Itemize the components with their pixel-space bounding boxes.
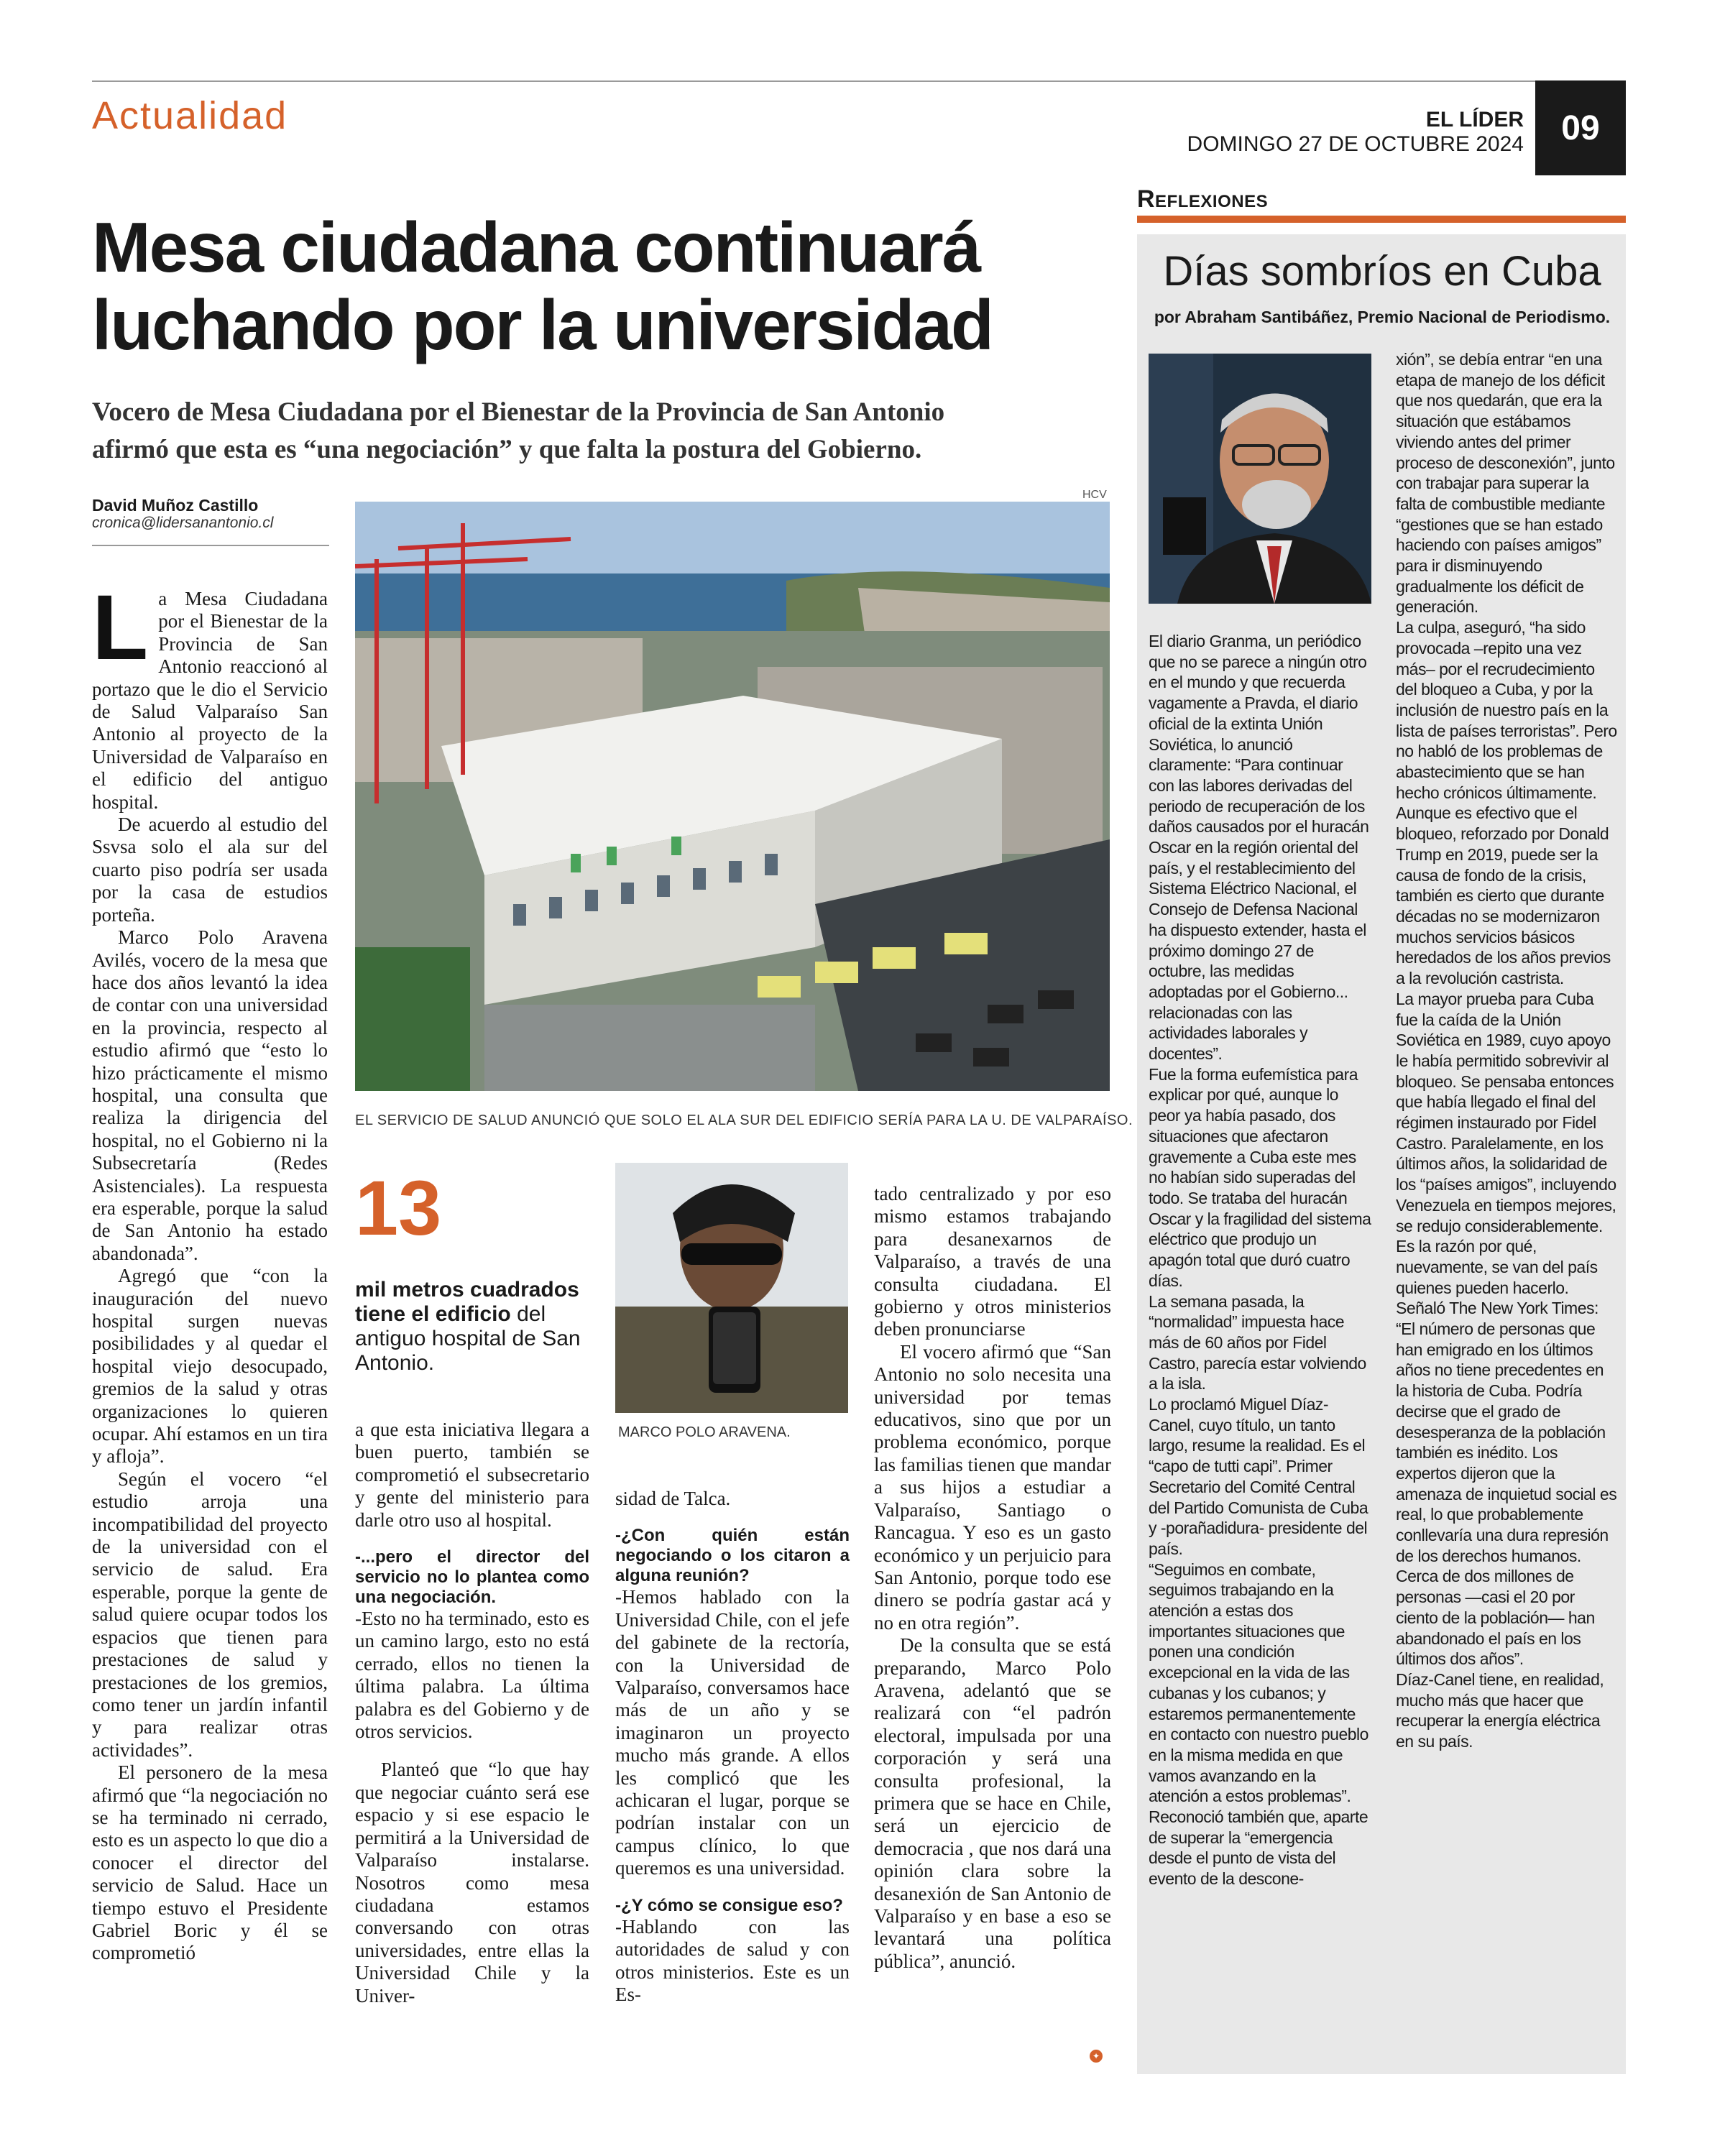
- opinion-paragraph: “El número de personas que han emigrado en los últimos años no tiene precedentes en la historia de Cuba. Podría decirse que el grado de desesperanza de la población también es inédito. Los expertos dijeron que la amenaza de inquietud social es real, lo que probablemente conllevaría una dura represión de los derechos humanos. Cerca de dos millones de personas —casi el 20 por ciento de la población— han abandonado el país en los últimos dos años”.: [1396, 1319, 1617, 1669]
- byline-rule: [92, 545, 329, 546]
- accent-bar: [1137, 216, 1626, 223]
- headline: [92, 208, 1127, 364]
- end-of-article-icon: ✦: [1090, 2050, 1103, 2063]
- stat-number: 13: [355, 1164, 442, 1251]
- stat-bold: mil metros cuadrados tiene el edificio: [355, 1278, 579, 1326]
- paragraph: Según el vocero “el estudio arroja una incompatibilidad del proyecto de la universidad con el servicio de salud. Era esperable, porque la gente de salud quiere ocupar todos los espacios que tienen para prestaciones de salud y prestaciones de los gremios, como tener un jardín infantil y para realizar otras actividades”.: [92, 1468, 328, 1761]
- body-column-1: [92, 576, 328, 1965]
- paragraph: De la consulta que se está preparando, Marco Polo Aravena, adelantó que se realizará con “el padrón electoral, impulsada por una corporación y será una consulta profesional, la primera que se hace en Chile, será un ejercicio de democracia , que nos dará una opinión clara sobre la desanexión de San Antonio de Valparaíso y en base a eso se levantará una política pública”, anunció.: [874, 1634, 1111, 1972]
- opinion-paragraph: La semana pasada, la “normalidad” impuesta hace más de 60 años por Fidel Castro, parecía estar volviendo a la isla.: [1149, 1291, 1366, 1393]
- subhead-line-2: afirmó que esta es “una negociación” y que falta la postura del Gobierno.: [92, 435, 922, 464]
- paragraph: -Hablando con las autoridades de salud y con otros ministerios. Este es un Es-: [615, 1915, 850, 2005]
- paragraph: a Mesa Ciudadana por el Bienestar de la Provincia de San Antonio reaccionó al portazo que le dio el Servicio de Salud Valparaíso San Antonio al proyecto de la Universidad de Valparaíso en el edificio del antiguo hospital.: [92, 588, 328, 813]
- marco-polo-aravena-photo: [615, 1163, 848, 1413]
- stat-rest: del antiguo hospital de San Antonio.: [355, 1302, 581, 1375]
- headline-line-2: luchando por la universidad: [92, 285, 993, 364]
- opinion-paragraph: Aunque es efectivo que el bloqueo, reforzado por Donald Trump en 2019, puede ser la causa de fondo de la crisis, también es cierto que durante décadas no se modernizaron muchos servicios básicos heredados de los años previos a la revolución castrista.: [1396, 803, 1611, 988]
- byline-author: David Muñoz Castillo: [92, 496, 259, 515]
- question: -...pero el director del servicio no lo plantea como una negociación.: [355, 1547, 589, 1608]
- opinion-title: Días sombríos en Cuba: [1163, 248, 1601, 295]
- question: -¿Y cómo se consigue eso?: [615, 1895, 843, 1915]
- subhead-line-1: Vocero de Mesa Ciudadana por el Bienestar de la Provincia de San Antonio: [92, 397, 945, 427]
- stat-text: [355, 1278, 585, 1376]
- paragraph: tado centralizado y por eso mismo estamos trabajando para desanexarnos de Valparaíso, a través de una consulta ciudadana. El gobierno y otros ministerios deben pronunciarse: [874, 1183, 1111, 1340]
- body-column-3: [615, 1488, 850, 2006]
- hospital-aerial-photo: [355, 502, 1110, 1091]
- drop-cap: L: [92, 576, 149, 679]
- opinion-section-label: Reflexiones: [1137, 185, 1269, 213]
- headline-line-1: Mesa ciudadana continuará: [92, 208, 980, 287]
- opinion-paragraph: Es la razón por qué, nuevamente, se van del país quienes pueden hacerlo. Señaló The New York Times:: [1396, 1237, 1598, 1318]
- subheadline: [92, 394, 1127, 469]
- portrait-illustration: [1149, 354, 1371, 604]
- opinion-paragraph: La mayor prueba para Cuba fue la caída de la Unión Soviética en 1989, cuyo apoyo le había permitido sobrevivir al bloqueo. Se pensaba entonces que había llegado el final del régimen instaurado por Fidel Castro. Paralelamente, en los últimos años, la solidaridad de los “países amigos”, incluyendo Venezuela en tiempos mejores, se redujo considerablemente.: [1396, 989, 1616, 1235]
- paragraph: -Hemos hablado con la Universidad Chile, con el jefe del gabinete de la rectoría, con la Universidad de Valparaíso, conversamos hace más de un año y se imaginaron un proyecto mucho más grande. A ellos les complicó que les achicaran el lugar, porque se podrían instalar con un campus clínico, lo que queremos es una universidad.: [615, 1586, 850, 1879]
- opinion-column-1: [1149, 631, 1371, 1889]
- opinion-column-2: [1396, 349, 1619, 1752]
- opinion-paragraph: Reconoció también que, aparte de superar la “emergencia desde el punto de vista del evento de la descone-: [1149, 1807, 1368, 1889]
- body-column-4: [874, 1183, 1111, 1973]
- hospital-photo-illustration: [355, 502, 1110, 1091]
- portrait-caption: MARCO POLO ARAVENA.: [618, 1424, 791, 1440]
- paragraph: El vocero afirmó que “San Antonio no solo necesita una universidad por temas educativos, sino que por un problema económico, porque las familias tienen que mandar a sus hijos a estudiar a Valparaíso, Santiago o Rancagua. Y eso es un gasto económico y un perjuicio para San Antonio, porque todo ese dinero se podría gastar acá y no en otra región”.: [874, 1340, 1111, 1634]
- paragraph: Planteó que “lo que hay que negociar cuánto será ese espacio y si ese espacio le permitirá a la Universidad de Valparaíso instalarse. Nosotros como mesa ciudadana estamos conversando con otras universidades, entre ellas la Universidad Chile y la Univer-: [355, 1759, 589, 2007]
- opinion-paragraph: Lo proclamó Miguel Díaz-Canel, cuyo título, un tanto largo, resume la realidad. Es el “capo de tutti capi”. Primer Secretario del Comité Central del Partido Comunista de Cuba y -porañadidura- presidente del país.: [1149, 1395, 1368, 1558]
- opinion-paragraph: Díaz-Canel tiene, en realidad, mucho más que hacer que recuperar la energía eléctrica en su país.: [1396, 1670, 1604, 1751]
- opinion-paragraph: El diario Granma, un periódico que no se parece a ningún otro en el mundo y que recuerda vagamente a Pravda, el diario oficial de la extinta Unión Soviética, lo anunció claramente: “Para continuar con las labores derivadas del periodo de recuperación de los daños causados por el huracán Oscar en la región oriental del país, y el restablecimiento del Sistema Eléctrico Nacional, el Consejo de Defensa Nacional ha dispuesto extender, hasta el próximo domingo 27 de octubre, las medidas adoptadas por el Gobierno... relacionadas con las actividades laborales y docentes”.: [1149, 632, 1369, 1064]
- paragraph: El personero de la mesa afirmó que “la negociación no se ha terminado ni cerrado, esto es un aspecto lo que dio a conocer el director del servicio de Salud. Hace un tiempo estuvo el Presidente Gabriel Boric y él se comprometió: [92, 1761, 328, 1964]
- issue-date: DOMINGO 27 DE OCTUBRE 2024: [1187, 132, 1524, 156]
- body-column-2: [355, 1419, 589, 2007]
- opinion-author: por Abraham Santibáñez, Premio Nacional de Periodismo.: [1154, 308, 1611, 326]
- paragraph: -Esto no ha terminado, esto es un camino largo, esto no está cerrado, ellos no tienen la última palabra. La última palabra es del Gobierno y de otros servicios.: [355, 1608, 589, 1743]
- section-label: Actualidad: [92, 94, 288, 137]
- opinion-paragraph: “Seguimos en combate, seguimos trabajando en la atención a estas dos importantes situaciones que ponen una condición excepcional en la vida de las cubanas y los cubanos; y estaremos permanentemente en contacto con nuestro pueblo en la misma medida en que vamos avanzando en la atención a estos problemas”.: [1149, 1560, 1368, 1806]
- opinion-paragraph: La culpa, aseguró, “ha sido provocada –repito una vez más– por el recrudecimiento del bloqueo a Cuba, y por la inclusión de nuestro país en la lista de países terroristas”. Pero no habló de los problemas de abastecimiento que se han hecho crónicos últimamente.: [1396, 618, 1617, 802]
- abraham-santibanez-photo: [1149, 354, 1371, 604]
- question: -¿Con quién están negociando o los citaron a alguna reunión?: [615, 1526, 850, 1586]
- paragraph: sidad de Talca.: [615, 1488, 731, 1509]
- photo-credit: HCV: [1082, 489, 1107, 501]
- byline-email: cronica@lidersanantonio.cl: [92, 515, 274, 531]
- photo-caption: EL SERVICIO DE SALUD ANUNCIÓ QUE SOLO EL ALA SUR DEL EDIFICIO SERÍA PARA LA U. DE VALPARAÍSO.: [355, 1112, 1133, 1128]
- top-rule: [92, 80, 1624, 82]
- paragraph: a que esta iniciativa llegara a buen puerto, también se comprometió el subsecretario y gente del ministerio para darle otro uso al hospital.: [355, 1419, 589, 1531]
- opinion-paragraph: xión”, se debía entrar “en una etapa de manejo de los déficit que nos quedarán, que era la situación que estábamos viviendo antes del primer proceso de desconexión”, junto con trabajar para superar la falta de combustible mediante “gestiones que se han estado haciendo con países amigos” para ir disminuyendo gradualmente los déficit de generación.: [1396, 350, 1615, 617]
- paragraph: Marco Polo Aravena Avilés, vocero de la mesa que hace dos años levantó la idea de contar con una universidad en la provincia, respecto al estudio afirmó que “esto lo hizo prácticamente el mismo hospital, una consulta que realiza la dirigencia del hospital, no el Gobierno ni la Subsecretaría (Redes Asistenciales). La respuesta era esperable, porque la salud de San Antonio ha estado abandonada”.: [92, 926, 328, 1264]
- paper-name: EL LÍDER: [1425, 108, 1524, 132]
- paragraph: Agregó que “con la inauguración del nuevo hospital surgen nuevas posibilidades y al quedar el hospital viejo desocupado, gremios de la salud y otras organizaciones lo quieren ocupar. Ahí estamos en un tira y afloja”.: [92, 1265, 328, 1468]
- opinion-paragraph: Fue la forma eufemística para explicar por qué, aunque lo peor ya había pasado, dos situaciones que afectaron gravemente a Cuba este mes no habían sido superadas del todo. Se trataba del huracán Oscar y la fragilidad del sistema eléctrico que produjo un apagón total que duró cuatro días.: [1149, 1064, 1371, 1290]
- paragraph: De acuerdo al estudio del Ssvsa solo el ala sur del cuarto piso podría ser usada por la casa de estudios porteña.: [92, 814, 328, 926]
- portrait-illustration: [615, 1163, 848, 1413]
- page-number: 09: [1535, 80, 1626, 175]
